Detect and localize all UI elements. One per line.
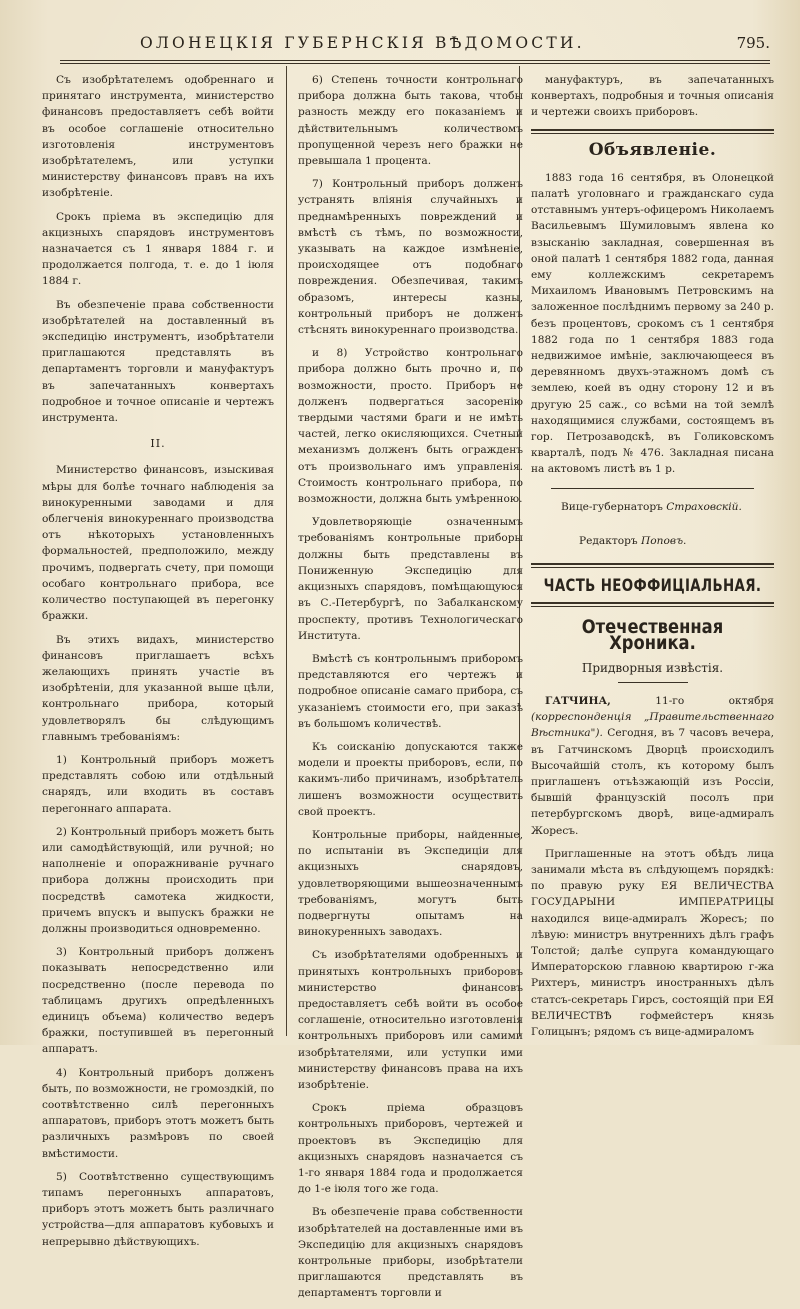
vice-governor-signature <box>531 499 774 515</box>
section-title: ЧАСТЬ НЕОФФИЦІАЛЬНАЯ. <box>543 576 762 596</box>
section-number: II. <box>150 437 166 451</box>
signature-label: Вице-губернаторъ <box>561 500 663 513</box>
paragraph: Въ обезпеченіе права собственности изобрѣтателей на доставленный въ экспедицію инструментъ, изобрѣтатели приглашаются представлять въ департаментъ торговли и мануфактуръ въ запечатанныхъ конвертахъ подробное и точное описаніе и чертежъ инструмента. <box>42 298 274 425</box>
court-news-subtitle: Придворныя извѣстія. <box>581 660 724 675</box>
paragraph: Контрольные приборы, найденные, по испытаніи въ Экспедиціи для акцизныхъ снарядовъ, удовлетворяющими вышеозначеннымъ требованіямъ, могутъ быть подвергнуты опытамъ на винокуренныхъ заводахъ. <box>298 828 523 939</box>
paragraph: Въ обезпеченіе права собственности изобрѣтателей на доставленные ими въ Экспедицію для акцизныхъ снарядовъ контрольные приборы, изобрѣтатели приглашаются представлять въ департаментъ торговли и <box>298 1206 523 1300</box>
paragraph: 2) Контрольный приборъ можетъ быть или самодѣйствующій, или ручной; но наполненіе и опоражниваніе ручнаго прибора должны происходить при посредствѣ самотека жидкости, причемъ впускъ и выпускъ бражки не должны производиться одновременно. <box>42 825 274 935</box>
paragraph: 5) Соотвѣтственно существующимъ типамъ перегонныхъ аппаратовъ, приборъ этотъ можетъ быть различнаго устройства—для аппаратовъ кубовыхъ и непрерывно дѣйствующихъ. <box>42 1170 274 1248</box>
paragraph: 7) Контрольный приборъ долженъ устранять вліянія случайныхъ и преднамѣренныхъ повреждений и вмѣстѣ съ тѣмъ, по возможности, указывать на каждое измѣненіе, происходящее отъ подобнаго повреждения. Обезпечивая, такимъ образомъ, интересы казны, контрольный приборъ не долженъ стѣснять винокуреннаго производства. <box>298 178 523 337</box>
dateline-source: (корреспонденція „Правительственнаго Вѣстника"). <box>531 711 774 740</box>
paragraph: мануфактуръ, въ запечатанныхъ конвертахъ, подробныя и точныя описанія и чертежи своихъ приборовъ. <box>531 74 774 119</box>
section-rule <box>531 563 774 568</box>
paragraph: Вмѣстѣ съ контрольнымъ приборомъ представляются его чертежъ и подробное описаніе самаго прибора, съ указаніемъ стоимости его, при заказѣ въ большомъ количествѣ. <box>298 652 523 730</box>
paragraph: Съ изобрѣтателемъ одобреннаго и принятаго инструмента, министерство финансовъ предоставляетъ себѣ войти въ особое соглашеніе относительно изготовленія инструментовъ изобрѣтателемъ, или уступки министерству финансовъ правъ на ихъ изобрѣтеніе. <box>42 74 274 200</box>
paragraph: Въ этихъ видахъ, министерство финансовъ приглашаетъ всѣхъ желающихъ принять участіе въ изобрѣтеніи, для указанной выше цѣли, контрольнаго прибора, который удовлетворялъ бы слѣдующимъ главнымъ требованіямъ: <box>42 633 274 743</box>
signature-name: Поповъ. <box>641 534 687 547</box>
header-rule-secondary <box>60 63 770 64</box>
paragraph: Срокъ пріема въ экспедицію для акцизныхъ спарядовъ инструментовъ назначается съ 1 января 1884 г. и продолжается полгода, т. е. до 1 іюля 1884 г. <box>42 210 274 288</box>
separator-rule <box>551 488 754 489</box>
section-rule <box>531 602 774 607</box>
paragraph: Съ изобрѣтателями одобренныхъ и принятыхъ контрольныхъ приборовъ министерство финансовъ предоставляетъ себѣ войти въ особое соглашеніе, относительно изготовленія контрольныхъ приборовъ или самими изобрѣтателями, или уступки ими министерству финансовъ права на ихъ изобрѣтеніе. <box>298 949 523 1091</box>
paragraph: 4) Контрольный приборъ долженъ быть, по возможности, не громоздкій, по соотвѣтственно силѣ перегонныхъ аппаратовъ, приборъ этотъ можетъ быть различныхъ размѣровъ по своей вмѣстимости. <box>42 1066 274 1160</box>
editor-signature <box>531 533 774 549</box>
paragraph: и 8) Устройство контрольнаго прибора должно быть прочно и, по возможности, просто. Приборъ не долженъ подвергаться засоренію твердыми частями браги и не имѣть частей, легко окисляющихся. Счетный механизмъ долженъ быть огражденъ отъ произвольнаго имъ управленія. Стоимость контрольнаго прибора, по возможности, должна быть умѣренною. <box>298 347 523 506</box>
paragraph: Приглашенные на этотъ обѣдъ лица занимали мѣста въ слѣдующемъ порядкѣ: по правую руку ЕЯ ВЕЛИЧЕСТВА ГОСУДАРЫНИ ИМПЕРАТРИЦЫ находился вице-адмиралъ Жоресъ; по лѣвую: министръ внутреннихъ дѣлъ графъ Толстой; далѣе супруга командующаго Императорскою главною квартирою г-жа Рихтеръ, министръ иностранныхъ дѣлъ статсъ-секретарь Гирсъ, состоящій при ЕЯ ВЕЛИЧЕСТВѢ гофмейстеръ князь Голицынъ; рядомъ съ вице-адмираломъ <box>531 847 774 1038</box>
paragraph: 1) Контрольный приборъ можетъ представлять собою или отдѣльный снарядъ, или входить въ составъ перегоннаго аппарата. <box>42 753 274 815</box>
gatchina-paragraph <box>531 693 774 839</box>
paragraph: 3) Контрольный приборъ долженъ показывать непосредственно или посредственно (после перевода по таблицамъ другихъ опредѣленныхъ единицъ объема) количество ведеръ бражки, поступившей въ перегонный аппаратъ. <box>42 946 274 1056</box>
paragraph: Министерство финансовъ, изыскивая мѣры для болѣе точнаго наблюденія за винокуренными заводами и для облегченія винокуреннаго производства отъ нѣкоторыхъ установленныхъ формальностей, предположило, между прочимъ, подвергать счету, при помощи особаго контрольнаго прибора, все количество поступающей въ перегонку бражки. <box>42 464 274 623</box>
announcement-rule <box>531 129 774 134</box>
dateline-place: ГАТЧИНА, <box>545 694 611 707</box>
subtitle-rule <box>618 682 688 683</box>
paragraph: Удовлетворяющіе означеннымъ требованіямъ контрольные приборы должны быть представлены въ Пониженную Экспедицію для акцизныхъ спарядовъ, помѣщающуюся въ С.-Петербургѣ, по Забалканскому проспекту, противъ Технологическаго Института. <box>298 516 523 642</box>
dateline-date: 11-го октября <box>655 694 774 707</box>
page-header <box>60 30 770 60</box>
paragraph: 1883 года 16 сентября, въ Олонецкой палатѣ уголовнаго и гражданскаго суда отставнымъ унтеръ-офицеромъ Николаемъ Васильевымъ Шумиловымъ явлена ко взысканію закладная, совершенная въ оной палатѣ 1 сентября 1882 года, данная ему коллежскимъ секретаремъ Михаиломъ Ивановымъ Петровскимъ на заложенное послѣднимъ первому за 240 р. безъ процентовъ, срокомъ съ 1 сентября 1882 года по 1 сентября 1883 года недвижимое имѣніе, заключающееся въ деревянномъ двухъ-этажномъ домѣ съ землею, коей въ одну сторону 12 и въ другую 25 саж., со всѣми на той землѣ находящимися службами, состоящемъ въ гор. Петрозаводскѣ, въ Голиковскомъ кварталѣ, подъ № 476. Закладная писана на актовомъ листѣ въ 1 р. <box>531 171 774 476</box>
chronicle-title: Отечественная Хроника. <box>581 616 724 655</box>
page-number: 795. <box>736 34 770 52</box>
paragraph: 6) Степень точности контрольнаго прибора должна быть такова, чтобы разность между его показаніемъ и дѣйствительнымъ количествомъ пропущенной черезъ него бражки не превышала 1 процента. <box>298 74 523 168</box>
announcement-heading: Объявленіе. <box>588 139 717 160</box>
signature-label: Редакторъ <box>579 534 638 547</box>
newspaper-title: ОЛОНЕЦКІЯ ГУБЕРНСКІЯ ВѢДОМОСТИ. <box>140 34 585 52</box>
column-1 <box>42 72 274 1257</box>
signature-name: Страховскій. <box>666 500 742 513</box>
column-3 <box>519 72 774 1047</box>
paragraph: Къ соисканію допускаются также модели и проекты приборовъ, если, по какимъ-либо причинамъ, изобрѣтатель лишенъ возможности осуществить свой проектъ. <box>298 740 523 818</box>
column-2 <box>286 72 523 1309</box>
header-rule <box>60 60 770 61</box>
paragraph-text: Сегодня, въ 7 часовъ вечера, въ Гатчинскомъ Дворцѣ происходилъ Высочайшій столъ, къ которому былъ приглашенъ отъѣзжающій изъ Россіи, бывшій французскій посолъ при петербургскомъ дворѣ, вице-адмиралъ Жоресъ. <box>531 727 774 837</box>
paragraph: Срокъ пріема образцовъ контрольныхъ приборовъ, чертежей и проектовъ въ Экспедицію для акцизныхъ снарядовъ назначается съ 1-го января 1884 года и продолжается до 1-е іюля того же года. <box>298 1102 523 1196</box>
